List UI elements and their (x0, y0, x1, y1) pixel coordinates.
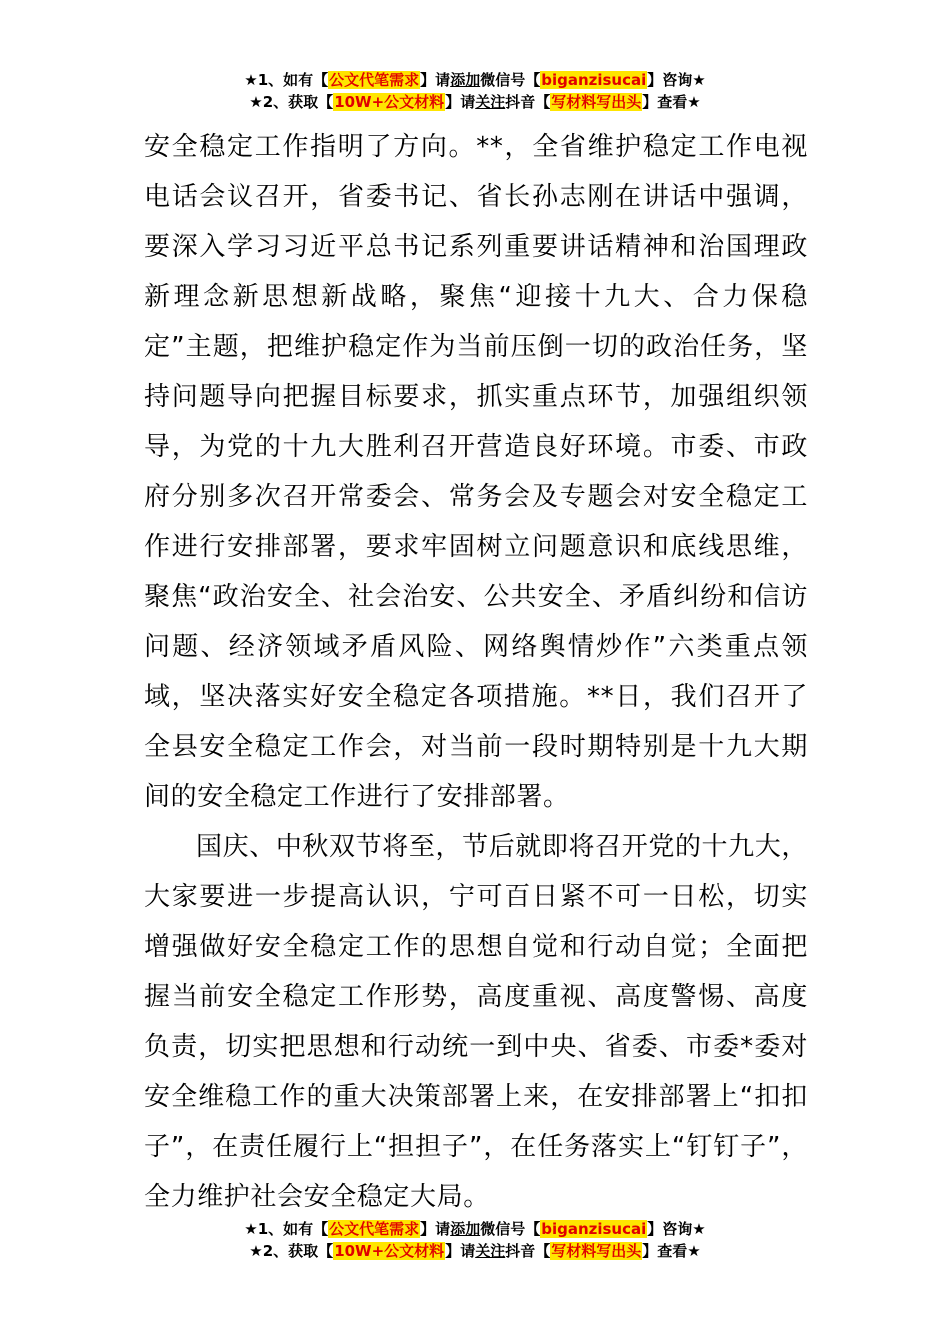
banner-line-1 (0, 1218, 950, 1240)
banner-line-2 (0, 1240, 950, 1262)
document-body (144, 122, 808, 1222)
banner-highlight-douyin: 写材料写出头 (551, 93, 642, 111)
body-paragraph-2: 国庆、中秋双节将至，节后就即将召开党的十九大，大家要进一步提高认识，宁可百日紧不可一日松，切实增强做好安全稳定工作的思想自觉和行动自觉；全面把握当前安全稳定工作形势，高度重视、高度警惕、高度负责，切实把思想和行动统一到中央、省委、市委*委对安全维稳工作的重大决策部署上来，在安排部署上“扣扣子”，在责任履行上“担担子”，在任务落实上“钉钉子”，全力维护社会安全稳定大局。 (144, 832, 808, 1212)
banner-highlight-service: 公文代笔需求 (329, 71, 420, 89)
banner-text: 抖音【 (505, 93, 551, 111)
banner-suffix: 】查看★ (642, 1242, 701, 1260)
banner-highlight-wechat-id: biganzisucai (541, 1220, 647, 1238)
banner-prefix: ★1、如有【 (244, 1220, 329, 1238)
banner-suffix: 】咨询★ (647, 1220, 706, 1238)
banner-text: 】请 (420, 1220, 451, 1238)
banner-highlight-materials: 10W+公文材料 (334, 1242, 445, 1260)
banner-highlight-materials: 10W+公文材料 (334, 93, 445, 111)
banner-suffix: 】咨询★ (647, 71, 706, 89)
banner-underlined-text: 关注 (475, 1242, 506, 1260)
banner-highlight-douyin: 写材料写出头 (551, 1242, 642, 1260)
banner-line-1 (0, 69, 950, 91)
banner-text: 微信号【 (480, 71, 541, 89)
banner-text: 微信号【 (480, 1220, 541, 1238)
banner-prefix: ★2、获取【 (249, 93, 334, 111)
banner-text: 】请 (445, 1242, 476, 1260)
header-banner (0, 69, 950, 113)
banner-text: 抖音【 (505, 1242, 551, 1260)
banner-line-2 (0, 91, 950, 113)
banner-highlight-service: 公文代笔需求 (329, 1220, 420, 1238)
banner-suffix: 】查看★ (642, 93, 701, 111)
banner-underlined-text: 添加 (450, 1220, 481, 1238)
banner-text: 】请 (420, 71, 451, 89)
banner-underlined-text: 关注 (475, 93, 506, 111)
banner-underlined-text: 添加 (450, 71, 481, 89)
body-paragraph-1: 安全稳定工作指明了方向。**，全省维护稳定工作电视电话会议召开，省委书记、省长孙志刚在讲话中强调，要深入学习习近平总书记系列重要讲话精神和治国理政新理念新思想新战略，聚焦“迎接十九大、合力保稳定”主题，把维护稳定作为当前压倒一切的政治任务，坚持问题导向把握目标要求，抓实重点环节，加强组织领导，为党的十九大胜利召开营造良好环境。市委、市政府分别多次召开常委会、常务会及专题会对安全稳定工作进行安排部署，要求牢固树立问题意识和底线思维，聚焦“政治安全、社会治安、公共安全、矛盾纠纷和信访问题、经济领域矛盾风险、网络舆情炒作”六类重点领域，坚决落实好安全稳定各项措施。**日，我们召开了全县安全稳定工作会，对当前一段时期特别是十九大期间的安全稳定工作进行了安排部署。 (144, 132, 808, 812)
banner-text: 】请 (445, 93, 476, 111)
banner-prefix: ★1、如有【 (244, 71, 329, 89)
banner-prefix: ★2、获取【 (249, 1242, 334, 1260)
footer-banner (0, 1218, 950, 1262)
banner-highlight-wechat-id: biganzisucai (541, 71, 647, 89)
